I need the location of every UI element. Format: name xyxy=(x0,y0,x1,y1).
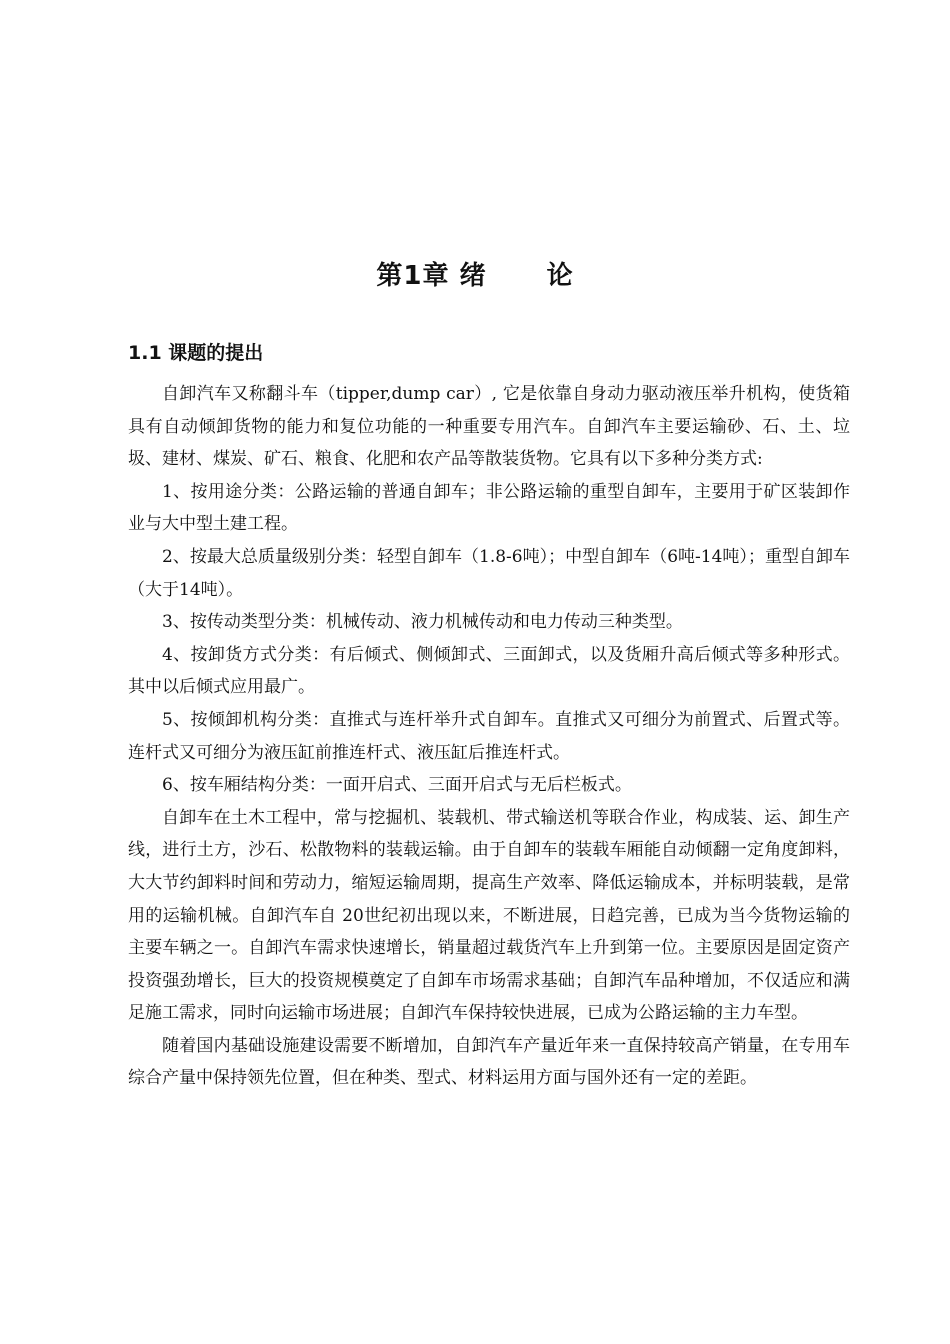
section-heading xyxy=(128,338,263,365)
chapter-title-char-1: 绪 xyxy=(459,261,487,291)
paragraph-classification-4: 4、按卸货方式分类：有后倾式、侧倾卸式、三面卸式，以及货厢升高后倾式等多种形式。其中以后倾式应用最广。 xyxy=(128,644,850,698)
chapter-title xyxy=(0,255,950,292)
section-title: 课题的提出 xyxy=(168,342,264,364)
paragraph-classification-5: 5、按倾卸机构分类：直推式与连杆举升式自卸车。直推式又可细分为前置式、后置式等。连杆式又可细分为液压缸前推连杆式、液压缸后推连杆式。 xyxy=(128,709,850,763)
body-text xyxy=(128,378,850,1095)
paragraph-intro: 自卸汽车又称翻斗车（tipper,dump car）, 它是依靠自身动力驱动液压举升机构，使货箱具有自动倾卸货物的能力和复位功能的一种重要专用汽车。自卸汽车主要运输砂、石、土、垃圾、建材、煤炭、矿石、粮食、化肥和农产品等散装货物。它具有以下多种分类方式: xyxy=(128,384,850,470)
paragraph-classification-6: 6、按车厢结构分类：一面开启式、三面开启式与无后栏板式。 xyxy=(162,775,632,796)
chapter-title-char-2: 论 xyxy=(546,261,574,291)
paragraph-applications: 自卸车在土木工程中，常与挖掘机、装载机、带式输送机等联合作业，构成装、运、卸生产线，进行土方，沙石、松散物料的装载运输。由于自卸车的装载车厢能自动倾翻一定角度卸料，大大节约卸料时间和劳动力，缩短运输周期，提高生产效率、降低运输成本，并标明装载，是常用的运输机械。自卸汽车自 20世纪初出现以来，不断进展，日趋完善，已成为当今货物运输的主要车辆之一。自卸汽车需求快速增长，销量超过载货汽车上升到第一位。主要原因是固定资产投资强劲增长，巨大的投资规模奠定了自卸车市场需求基础；自卸汽车品种增加，不仅适应和满足施工需求，同时向运输市场进展；自卸汽车保持较快进展，已成为公路运输的主力车型。 xyxy=(128,807,850,1024)
paragraph-outlook: 随着国内基础设施建设需要不断增加，自卸汽车产量近年来一直保持较高产销量，在专用车综合产量中保持领先位置，但在种类、型式、材料运用方面与国外还有一定的差距。 xyxy=(128,1035,850,1089)
paragraph-classification-3: 3、按传动类型分类：机械传动、液力机械传动和电力传动三种类型。 xyxy=(162,612,683,633)
chapter-number: 第1章 xyxy=(376,261,450,291)
paragraph-classification-1: 1、按用途分类：公路运输的普通自卸车；非公路运输的重型自卸车，主要用于矿区装卸作业与大中型土建工程。 xyxy=(128,481,850,535)
paragraph-classification-2: 2、按最大总质量级别分类：轻型自卸车（1.8-6吨）；中型自卸车（6吨-14吨）；重型自卸车（大于14吨）。 xyxy=(128,546,850,600)
section-number: 1.1 xyxy=(128,342,162,364)
